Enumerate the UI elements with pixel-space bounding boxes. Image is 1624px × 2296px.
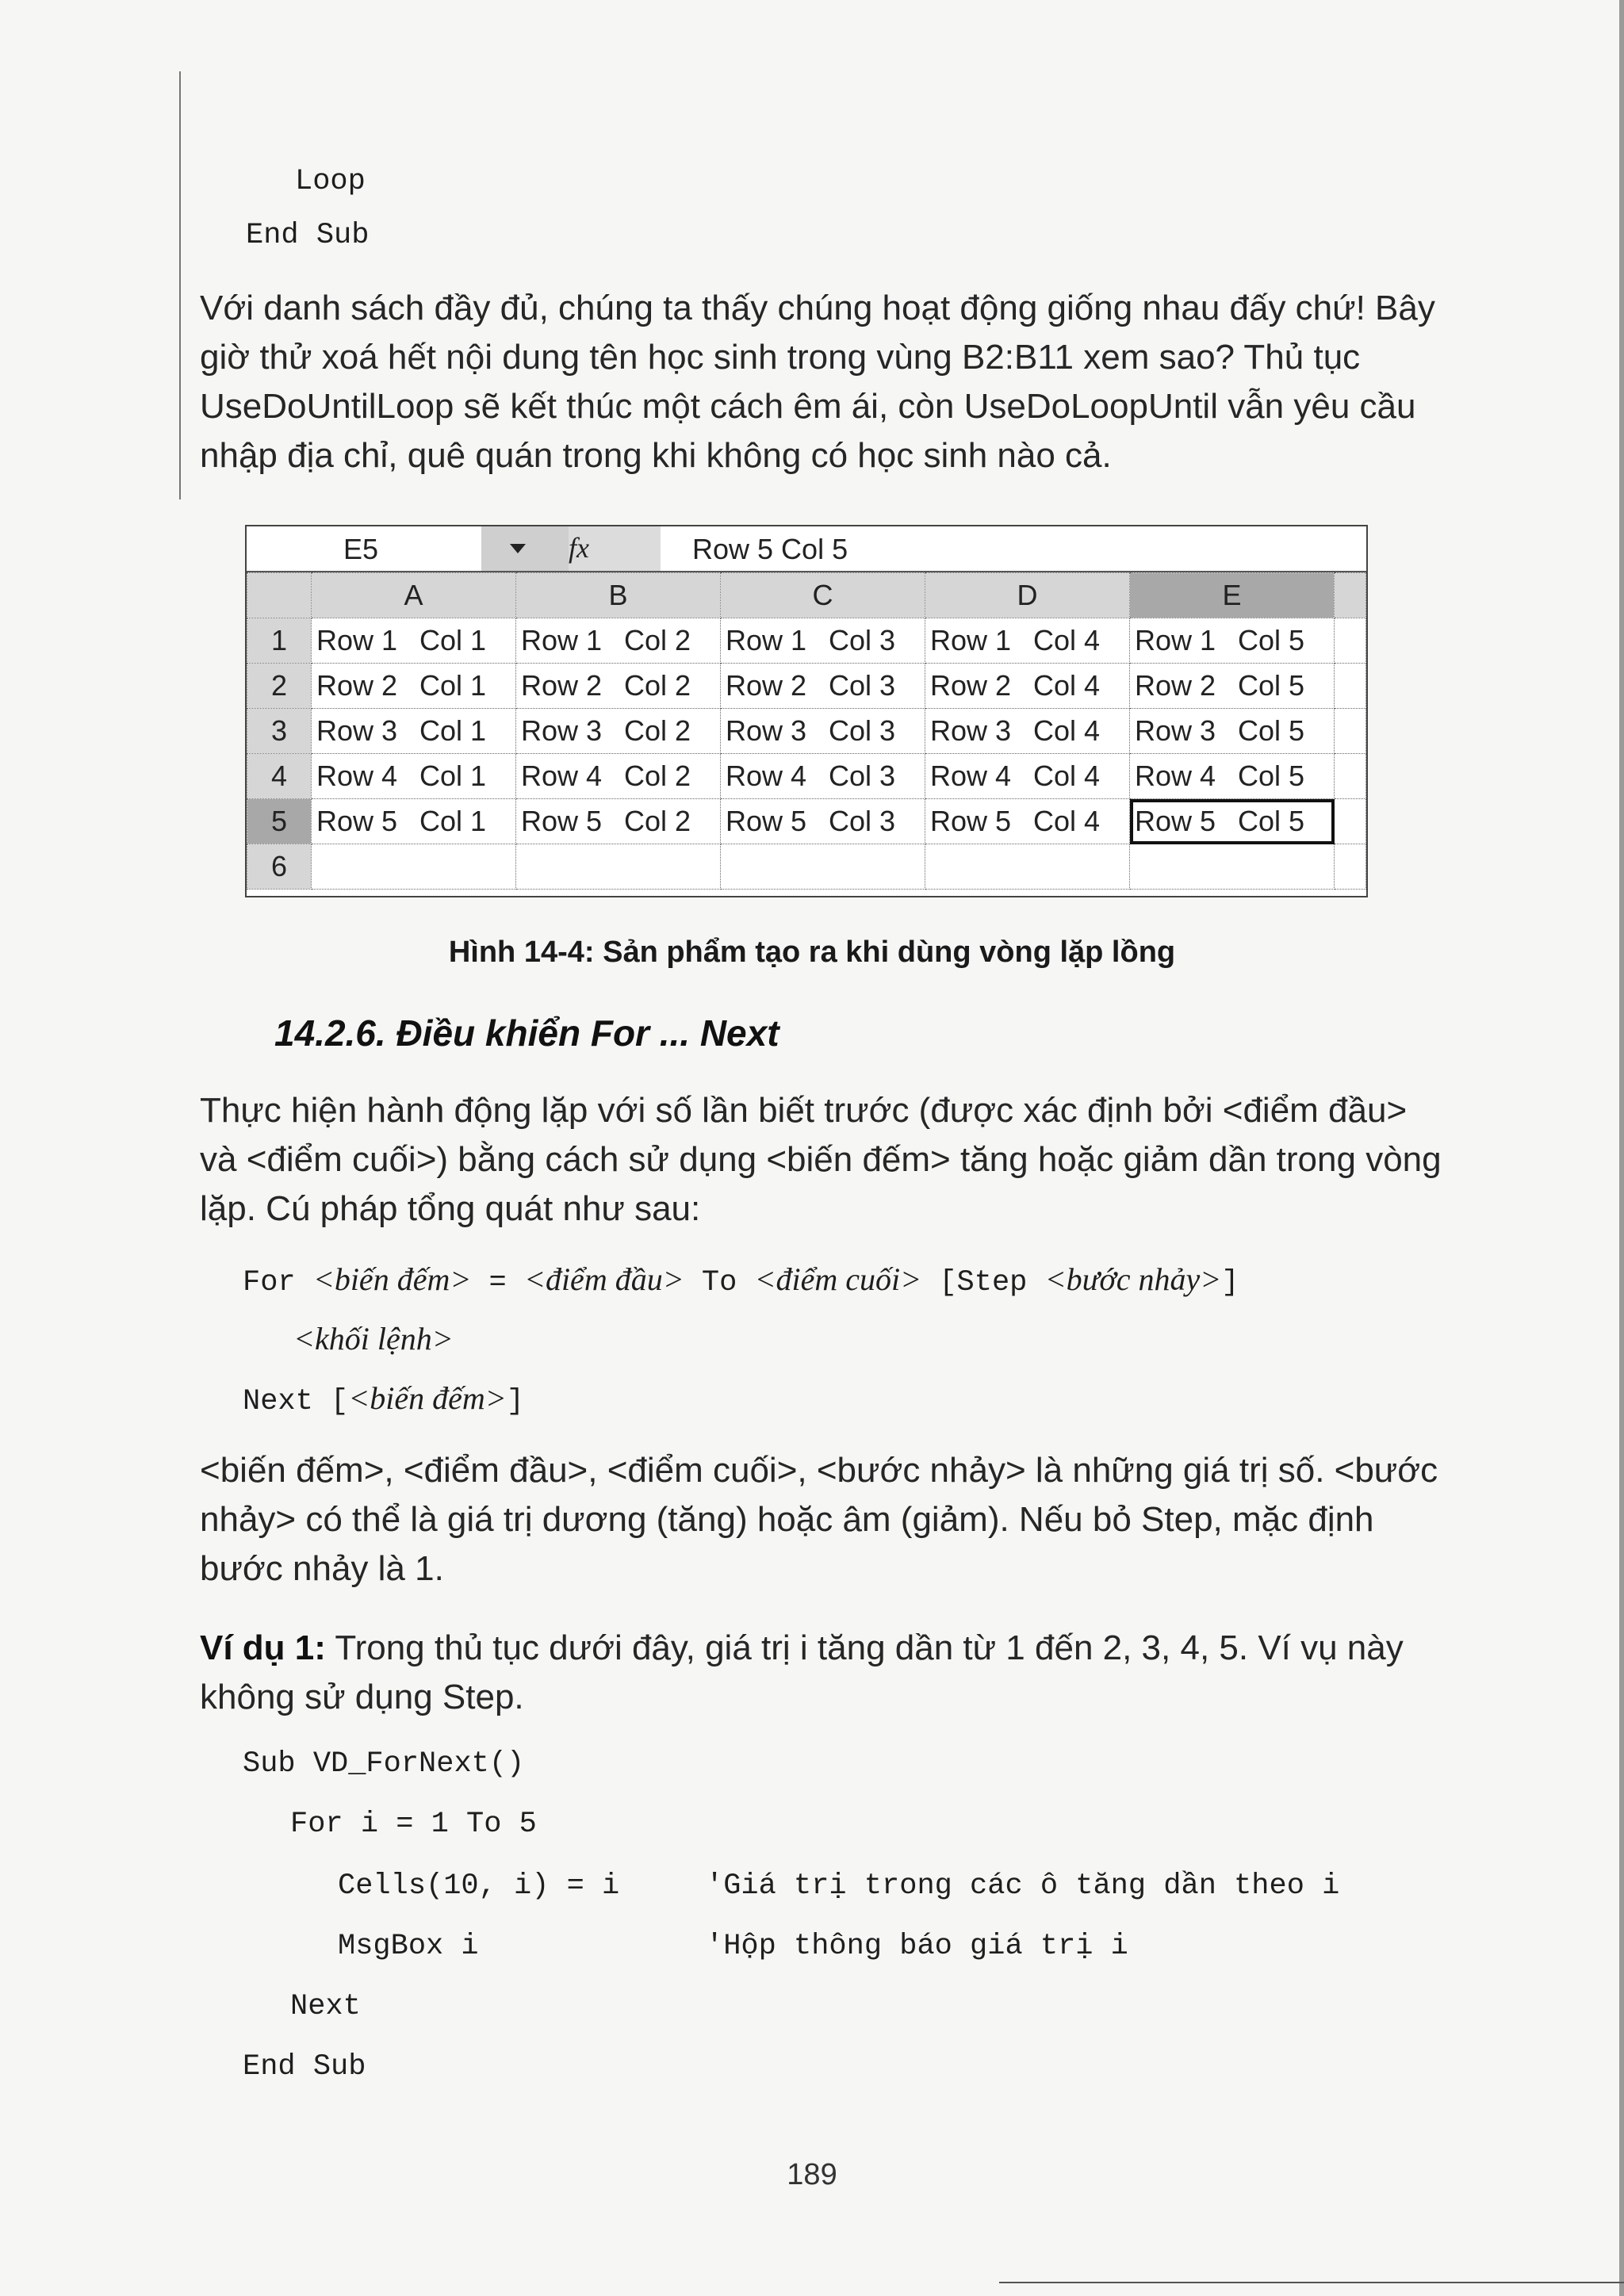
sheet-cell[interactable] bbox=[1130, 664, 1335, 709]
cell-text-col: Col 3 bbox=[829, 760, 896, 792]
sheet-cell[interactable] bbox=[925, 754, 1130, 799]
row-header[interactable]: 6 bbox=[247, 844, 312, 890]
cell-text-col: Col 3 bbox=[829, 624, 896, 656]
cell-text-col: Col 4 bbox=[1033, 669, 1101, 702]
sheet-cell[interactable] bbox=[1335, 799, 1366, 844]
spreadsheet-figure bbox=[245, 525, 1368, 897]
sheet-cell[interactable] bbox=[721, 754, 925, 799]
sheet-cell[interactable] bbox=[1130, 709, 1335, 754]
code-loop: Loop bbox=[295, 165, 366, 198]
cell-text-col: Col 5 bbox=[1238, 669, 1305, 702]
cell-text-row: Row 1 bbox=[726, 624, 807, 656]
cell-text-row: Row 5 bbox=[726, 805, 807, 837]
paragraph: Thực hiện hành động lặp với số lần biết trước (được xác định bởi <điểm đầu> và <điểm cuối>) bằng cách sử dụng <biến đếm> tăng hoặc giảm dần trong vòng lặp. Cú pháp tổng quát như sau: bbox=[200, 1091, 1442, 1228]
sheet-cell[interactable] bbox=[721, 709, 925, 754]
page-number: 189 bbox=[787, 2158, 837, 2191]
cell-text-row: Row 5 bbox=[521, 805, 603, 837]
sheet-cell[interactable] bbox=[925, 709, 1130, 754]
row-header[interactable]: 3 bbox=[247, 709, 312, 754]
sheet-cell[interactable] bbox=[721, 844, 925, 890]
cell-text-col: Col 2 bbox=[624, 805, 691, 837]
cell-text-row: Row 3 bbox=[930, 714, 1012, 747]
code-line: Sub VD_ForNext() bbox=[243, 1747, 525, 1781]
column-header[interactable]: E bbox=[1130, 573, 1335, 618]
cell-text-col: Col 2 bbox=[624, 760, 691, 792]
cell-text-col: Col 4 bbox=[1033, 714, 1101, 747]
sheet-cell[interactable] bbox=[312, 799, 516, 844]
cell-text-col: Col 2 bbox=[624, 714, 691, 747]
sheet-cell[interactable] bbox=[312, 844, 516, 890]
cell-text-row: Row 5 bbox=[930, 805, 1012, 837]
figure-caption: Hình 14-4: Sản phẩm tạo ra khi dùng vòng lặp lồng bbox=[448, 936, 1176, 969]
cell-text-row: Row 4 bbox=[1135, 760, 1216, 792]
cell-text-row: Row 5 bbox=[1135, 805, 1216, 837]
code-line: MsgBox i bbox=[338, 1930, 479, 1963]
sheet-cell[interactable] bbox=[312, 754, 516, 799]
sheet-cell[interactable] bbox=[516, 618, 721, 664]
cell-text-row: Row 3 bbox=[521, 714, 603, 747]
cell-text-row: Row 4 bbox=[726, 760, 807, 792]
sheet-cell[interactable] bbox=[721, 664, 925, 709]
sheet-cell[interactable] bbox=[721, 799, 925, 844]
cell-text-row: Row 1 bbox=[930, 624, 1012, 656]
sheet-row bbox=[247, 618, 1366, 664]
code-comment: 'Giá trị trong các ô tăng dần theo i bbox=[706, 1869, 1340, 1903]
cell-text-row: Row 2 bbox=[726, 669, 807, 702]
row-header[interactable]: 2 bbox=[247, 664, 312, 709]
cell-text-col: Col 1 bbox=[419, 805, 487, 837]
row-header[interactable]: 1 bbox=[247, 618, 312, 664]
sheet-cell[interactable] bbox=[1335, 618, 1366, 664]
cell-text-col: Col 2 bbox=[624, 669, 691, 702]
cell-text-row: Row 2 bbox=[930, 669, 1012, 702]
sheet-cell[interactable] bbox=[312, 709, 516, 754]
column-header-blank[interactable] bbox=[1335, 573, 1366, 618]
column-header[interactable]: A bbox=[312, 573, 516, 618]
sheet-cell[interactable] bbox=[1130, 844, 1335, 890]
sheet-row bbox=[247, 754, 1366, 799]
code-line: End Sub bbox=[243, 2050, 366, 2084]
sheet-cell[interactable] bbox=[1335, 844, 1366, 890]
cell-text-col: Col 5 bbox=[1238, 714, 1305, 747]
sheet-cell[interactable] bbox=[925, 664, 1130, 709]
sheet-cell[interactable] bbox=[721, 618, 925, 664]
cell-text-col: Col 5 bbox=[1238, 760, 1305, 792]
sheet-row bbox=[247, 709, 1366, 754]
code-end-sub: End Sub bbox=[246, 219, 370, 252]
margin-line bbox=[179, 71, 181, 499]
cell-text-col: Col 4 bbox=[1033, 624, 1101, 656]
sheet-cell[interactable] bbox=[312, 664, 516, 709]
cell-text-col: Col 1 bbox=[419, 624, 487, 656]
cell-text-col: Col 4 bbox=[1033, 760, 1101, 792]
sheet-row bbox=[247, 844, 1366, 890]
code-line: Next bbox=[290, 1990, 361, 2023]
cell-text-row: Row 3 bbox=[726, 714, 807, 747]
cell-text-row: Row 2 bbox=[316, 669, 398, 702]
syntax-line: For <biến đếm> = <điểm đầu> To <điểm cuối> [Step <bước nhảy>] bbox=[243, 1261, 1239, 1299]
sheet-cell[interactable] bbox=[1130, 754, 1335, 799]
chevron-down-icon bbox=[510, 544, 526, 553]
cell-text-col: Col 5 bbox=[1238, 805, 1305, 837]
cell-text-col: Col 1 bbox=[419, 714, 487, 747]
sheet-cell[interactable] bbox=[1335, 754, 1366, 799]
cell-text-col: Col 1 bbox=[419, 760, 487, 792]
sheet-row bbox=[247, 664, 1366, 709]
sheet-cell[interactable] bbox=[516, 754, 721, 799]
code-line: Cells(10, i) = i bbox=[338, 1869, 620, 1903]
cell-text-col: Col 3 bbox=[829, 669, 896, 702]
sheet-cell[interactable] bbox=[516, 844, 721, 890]
syntax-line: <khối lệnh> bbox=[293, 1321, 454, 1357]
row-header[interactable]: 5 bbox=[247, 799, 312, 844]
example-paragraph bbox=[200, 1624, 1453, 1722]
sheet-cell[interactable] bbox=[516, 799, 721, 844]
select-all-corner[interactable] bbox=[247, 573, 312, 618]
name-box-value: E5 bbox=[343, 533, 379, 565]
code-line: For i = 1 To 5 bbox=[290, 1808, 537, 1841]
cell-text-row: Row 1 bbox=[1135, 624, 1216, 656]
sheet-grid bbox=[247, 572, 1366, 890]
cell-text-row: Row 4 bbox=[521, 760, 603, 792]
page-edge bbox=[1619, 0, 1624, 2296]
sheet-row bbox=[247, 799, 1366, 844]
paragraph: Với danh sách đầy đủ, chúng ta thấy chúng hoạt động giống nhau đấy chứ! Bây giờ thử xoá hết nội dung tên học sinh trong vùng B2:B11 xem sao? Thủ tục UseDoUntilLoop sẽ kết thúc một cách êm ái, còn UseDoLoopUntil vẫn yêu cầu nhập địa chỉ, quê quán trong khi không có học sinh nào cả. bbox=[200, 289, 1435, 475]
cell-text-row: Row 4 bbox=[930, 760, 1012, 792]
cell-text-col: Col 3 bbox=[829, 805, 896, 837]
code-comment: 'Hộp thông báo giá trị i bbox=[706, 1930, 1128, 1963]
sheet-cell[interactable] bbox=[1130, 799, 1335, 844]
cell-text-col: Col 4 bbox=[1033, 805, 1101, 837]
sheet-cell[interactable] bbox=[925, 618, 1130, 664]
column-header[interactable]: C bbox=[721, 573, 925, 618]
sheet-cell[interactable] bbox=[925, 799, 1130, 844]
page-edge-bottom bbox=[999, 2282, 1624, 2283]
cell-text-col: Col 2 bbox=[624, 624, 691, 656]
example-label: Ví dụ 1: bbox=[200, 1628, 326, 1667]
formula-bar bbox=[247, 526, 1366, 572]
example-text: Trong thủ tục dưới đây, giá trị i tăng dần từ 1 đến 2, 3, 4, 5. Ví vụ này không sử dụng Step. bbox=[200, 1628, 1404, 1716]
fx-icon[interactable]: fx bbox=[569, 532, 589, 564]
name-box-dropdown[interactable] bbox=[481, 526, 569, 571]
cell-text-row: Row 3 bbox=[316, 714, 398, 747]
cell-text-row: Row 2 bbox=[1135, 669, 1216, 702]
cell-text-row: Row 4 bbox=[316, 760, 398, 792]
column-header[interactable]: D bbox=[925, 573, 1130, 618]
formula-value[interactable]: Row 5 Col 5 bbox=[692, 533, 848, 565]
name-box[interactable] bbox=[247, 526, 483, 571]
sheet-cell[interactable] bbox=[312, 618, 516, 664]
sheet-cell[interactable] bbox=[1335, 664, 1366, 709]
sheet-cell[interactable] bbox=[516, 664, 721, 709]
cell-text-row: Row 5 bbox=[316, 805, 398, 837]
section-heading: 14.2.6. Điều khiển For ... Next bbox=[274, 1012, 779, 1054]
cell-text-row: Row 2 bbox=[521, 669, 603, 702]
syntax-line: Next [<biến đếm>] bbox=[243, 1380, 524, 1418]
cell-text-col: Col 3 bbox=[829, 714, 896, 747]
sheet-cell[interactable] bbox=[1335, 709, 1366, 754]
sheet-cell[interactable] bbox=[925, 844, 1130, 890]
cell-text-row: Row 1 bbox=[316, 624, 398, 656]
cell-text-col: Col 1 bbox=[419, 669, 487, 702]
paragraph: <biến đếm>, <điểm đầu>, <điểm cuối>, <bước nhảy> là những giá trị số. <bước nhảy> có thể là giá trị dương (tăng) hoặc âm (giảm). Nếu bỏ Step, mặc định bước nhảy là 1. bbox=[200, 1451, 1438, 1588]
cell-text-col: Col 5 bbox=[1238, 624, 1305, 656]
sheet-cell[interactable] bbox=[1130, 618, 1335, 664]
sheet-cell[interactable] bbox=[516, 709, 721, 754]
column-header[interactable]: B bbox=[516, 573, 721, 618]
cell-text-row: Row 1 bbox=[521, 624, 603, 656]
cell-text-row: Row 3 bbox=[1135, 714, 1216, 747]
row-header[interactable]: 4 bbox=[247, 754, 312, 799]
